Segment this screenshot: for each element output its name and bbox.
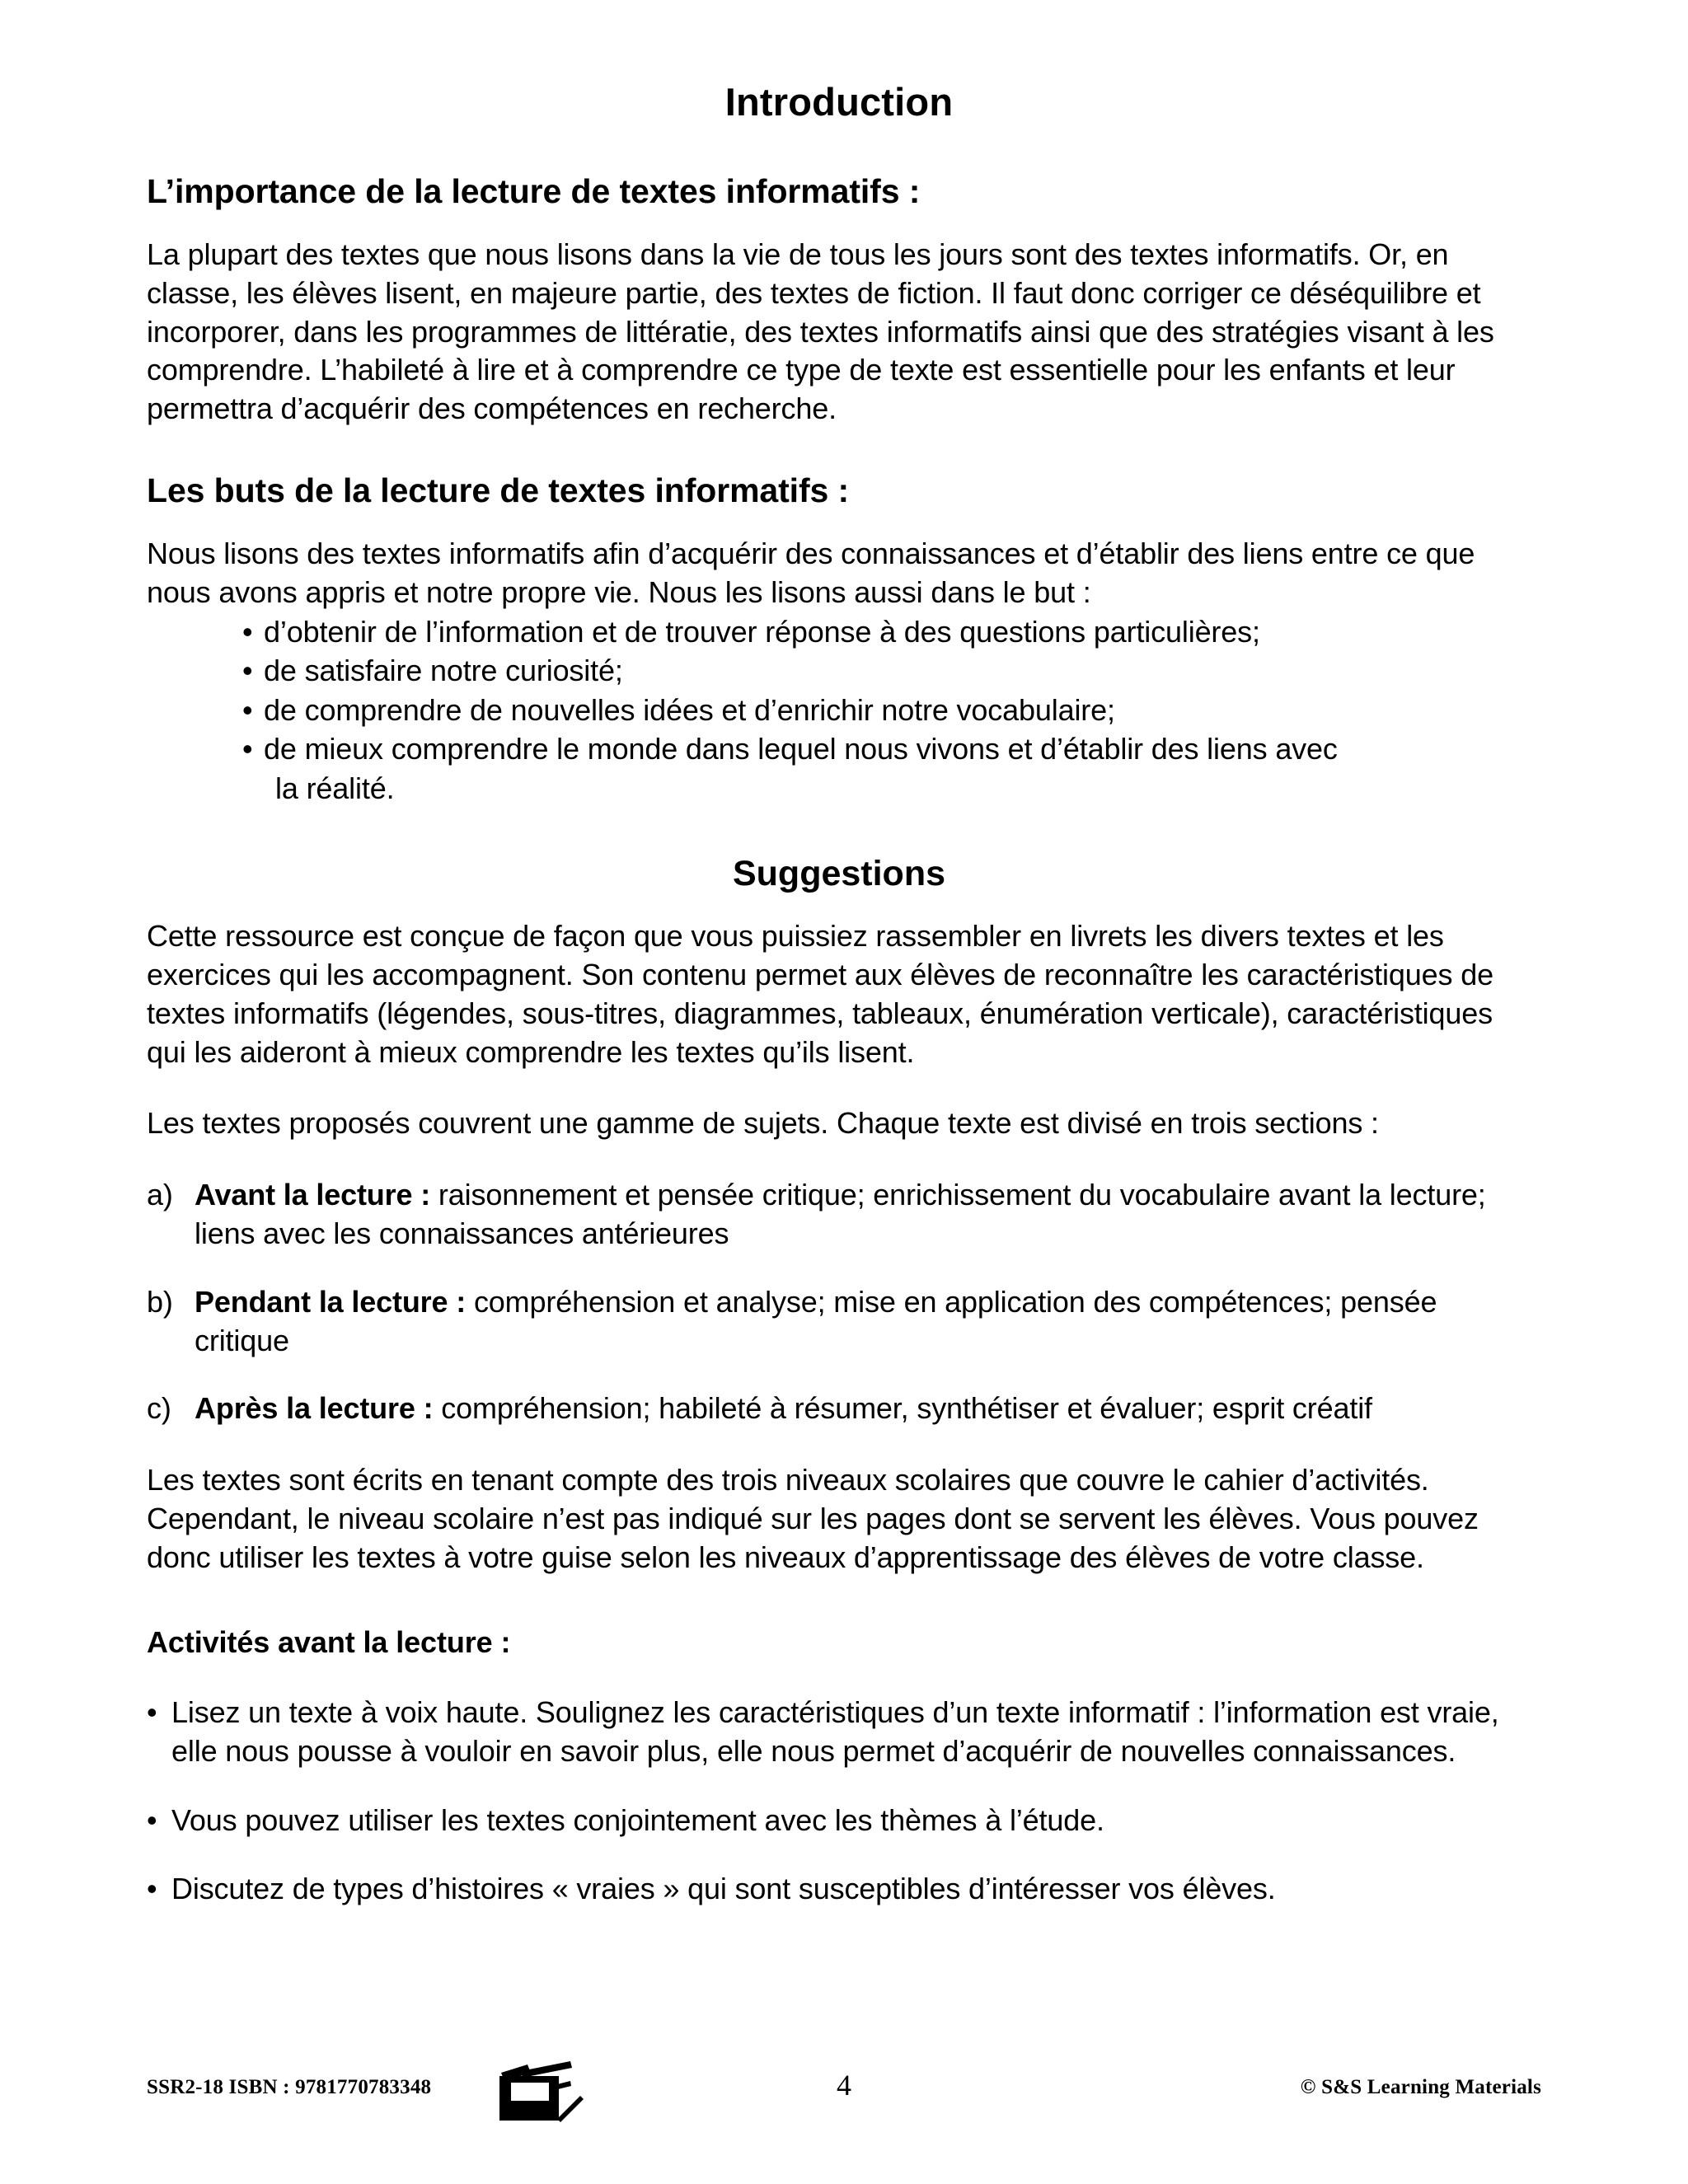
paragraph-suggestions-1: Cette ressource est conçue de façon que vous puissiez rassembler en livrets les divers textes et les exercices qui les accompagnent. Son contenu permet aux élèves de reconnaître les caractéristiques de textes informatifs (légendes, sous-titres, diagrammes, tableaux, énumération verticale), caractéristiques qui les aideront à mieux comprendre les textes qu’ils lisent.: [147, 919, 1493, 1069]
heading-suggestions: Suggestions: [732, 854, 946, 894]
page-title: Introduction: [724, 80, 954, 124]
list-marker: b): [147, 1284, 173, 1319]
list-item-text: compréhension; habileté à résumer, synthétiser et évaluer; esprit créatif: [433, 1391, 1372, 1426]
list-item: [147, 1869, 1531, 1909]
list-item: [147, 1283, 1531, 1361]
footer-page-number: 4: [837, 2069, 851, 2102]
list-item-label: Après la lecture :: [195, 1391, 434, 1426]
list-item-text: de satisfaire notre curiosité;: [264, 654, 623, 688]
paragraph-suggestions-2: Les textes proposés couvrent une gamme de sujets. Chaque texte est divisé en trois sections :: [147, 1106, 1379, 1141]
list-item: [147, 1390, 1531, 1428]
activites-bullet-list: [147, 1693, 1531, 1909]
footer-isbn: SSR2-18 ISBN : 9781770783348: [147, 2076, 432, 2098]
list-item: [147, 1801, 1531, 1840]
bullet-icon: •: [147, 1872, 157, 1906]
paragraph-suggestions-3: Les textes sont écrits en tenant compte des trois niveaux scolaires que couvre le cahier d’activités. Cependant, le niveau scolaire n’est pas indiqué sur les pages dont se servent les élèves. Vous pouvez donc utiliser les textes à votre guise selon les niveaux d’apprentissage des élèves de votre classe.: [147, 1463, 1479, 1574]
list-marker: c): [147, 1391, 171, 1426]
list-marker: a): [147, 1178, 173, 1212]
list-item: [242, 729, 1531, 808]
list-item: [242, 691, 1531, 730]
heading-buts: Les buts de la lecture de textes informatifs :: [147, 471, 850, 509]
list-item-text: d’obtenir de l’information et de trouver réponse à des questions particulières;: [264, 614, 1260, 649]
bullet-icon: •: [242, 692, 253, 727]
page-content: [147, 79, 1531, 1909]
heading-activites: Activités avant la lecture :: [147, 1624, 511, 1659]
list-item-text: Vous pouvez utiliser les textes conjointement avec les thèmes à l’étude.: [171, 1802, 1104, 1837]
footer-copyright: © S&S Learning Materials: [1300, 2076, 1541, 2098]
bullet-icon: •: [147, 1694, 157, 1729]
page-footer: [147, 2064, 1541, 2122]
spacer: [147, 1577, 1531, 1625]
bullet-icon: •: [242, 614, 253, 649]
list-item: [147, 1693, 1531, 1771]
spacer: [147, 1071, 1531, 1104]
list-item: [147, 1176, 1531, 1254]
buts-bullet-list: [147, 612, 1531, 808]
bullet-icon: •: [147, 1802, 157, 1837]
list-item-text: de mieux comprendre le monde dans lequel nous vivons et d’établir des liens avec: [264, 732, 1338, 766]
list-item-label: Avant la lecture :: [195, 1178, 431, 1212]
spacer: [147, 1143, 1531, 1176]
list-item-text: Lisez un texte à voix haute. Soulignez les caractéristiques d’un texte informatif : l’information est vraie, elle nous pousse à vouloir en savoir plus, elle nous permet d’acquérir de nouvelles connaissances.: [171, 1694, 1499, 1769]
bullet-icon: •: [242, 732, 253, 766]
list-item-label: Pendant la lecture :: [195, 1284, 467, 1319]
paragraph-buts: Nous lisons des textes informatifs afin d’acquérir des connaissances et d’établir des liens entre ce que nous avons appris et notre propre vie. Nous les lisons aussi dans le but :: [147, 536, 1475, 609]
list-item-continuation: la réalité.: [275, 771, 395, 805]
paragraph-importance: La plupart des textes que nous lisons dans la vie de tous les jours sont des textes informatifs. Or, en classe, les élèves lisent, en majeure partie, des textes de fiction. Il faut donc corriger ce déséquilibre et incorporer, dans les programmes de littératie, des textes informatifs ainsi que des stratégies visant à les comprendre. L’habileté à lire et à comprendre ce type de texte est essentielle pour les enfants et leur permettra d’acquérir des compétences en recherche.: [147, 237, 1494, 426]
spacer: [147, 1428, 1531, 1461]
list-item: [242, 612, 1531, 652]
list-item: [242, 651, 1531, 691]
list-item-text: Discutez de types d’histoires « vraies » qui sont susceptibles d’intéresser vos élèves.: [171, 1872, 1276, 1906]
list-item-text: raisonnement et pensée critique; enrichissement du vocabulaire avant la lecture; liens avec les connaissances antérieures: [195, 1178, 1486, 1250]
heading-importance: L’importance de la lecture de textes informatifs :: [147, 172, 921, 210]
list-item-text: compréhension et analyse; mise en application des compétences; pensée critique: [195, 1284, 1437, 1357]
list-item-text: de comprendre de nouvelles idées et d’enrichir notre vocabulaire;: [264, 692, 1115, 727]
bullet-icon: •: [242, 654, 253, 688]
suggestions-lettered-list: [147, 1176, 1531, 1428]
spacer: [147, 1660, 1531, 1693]
